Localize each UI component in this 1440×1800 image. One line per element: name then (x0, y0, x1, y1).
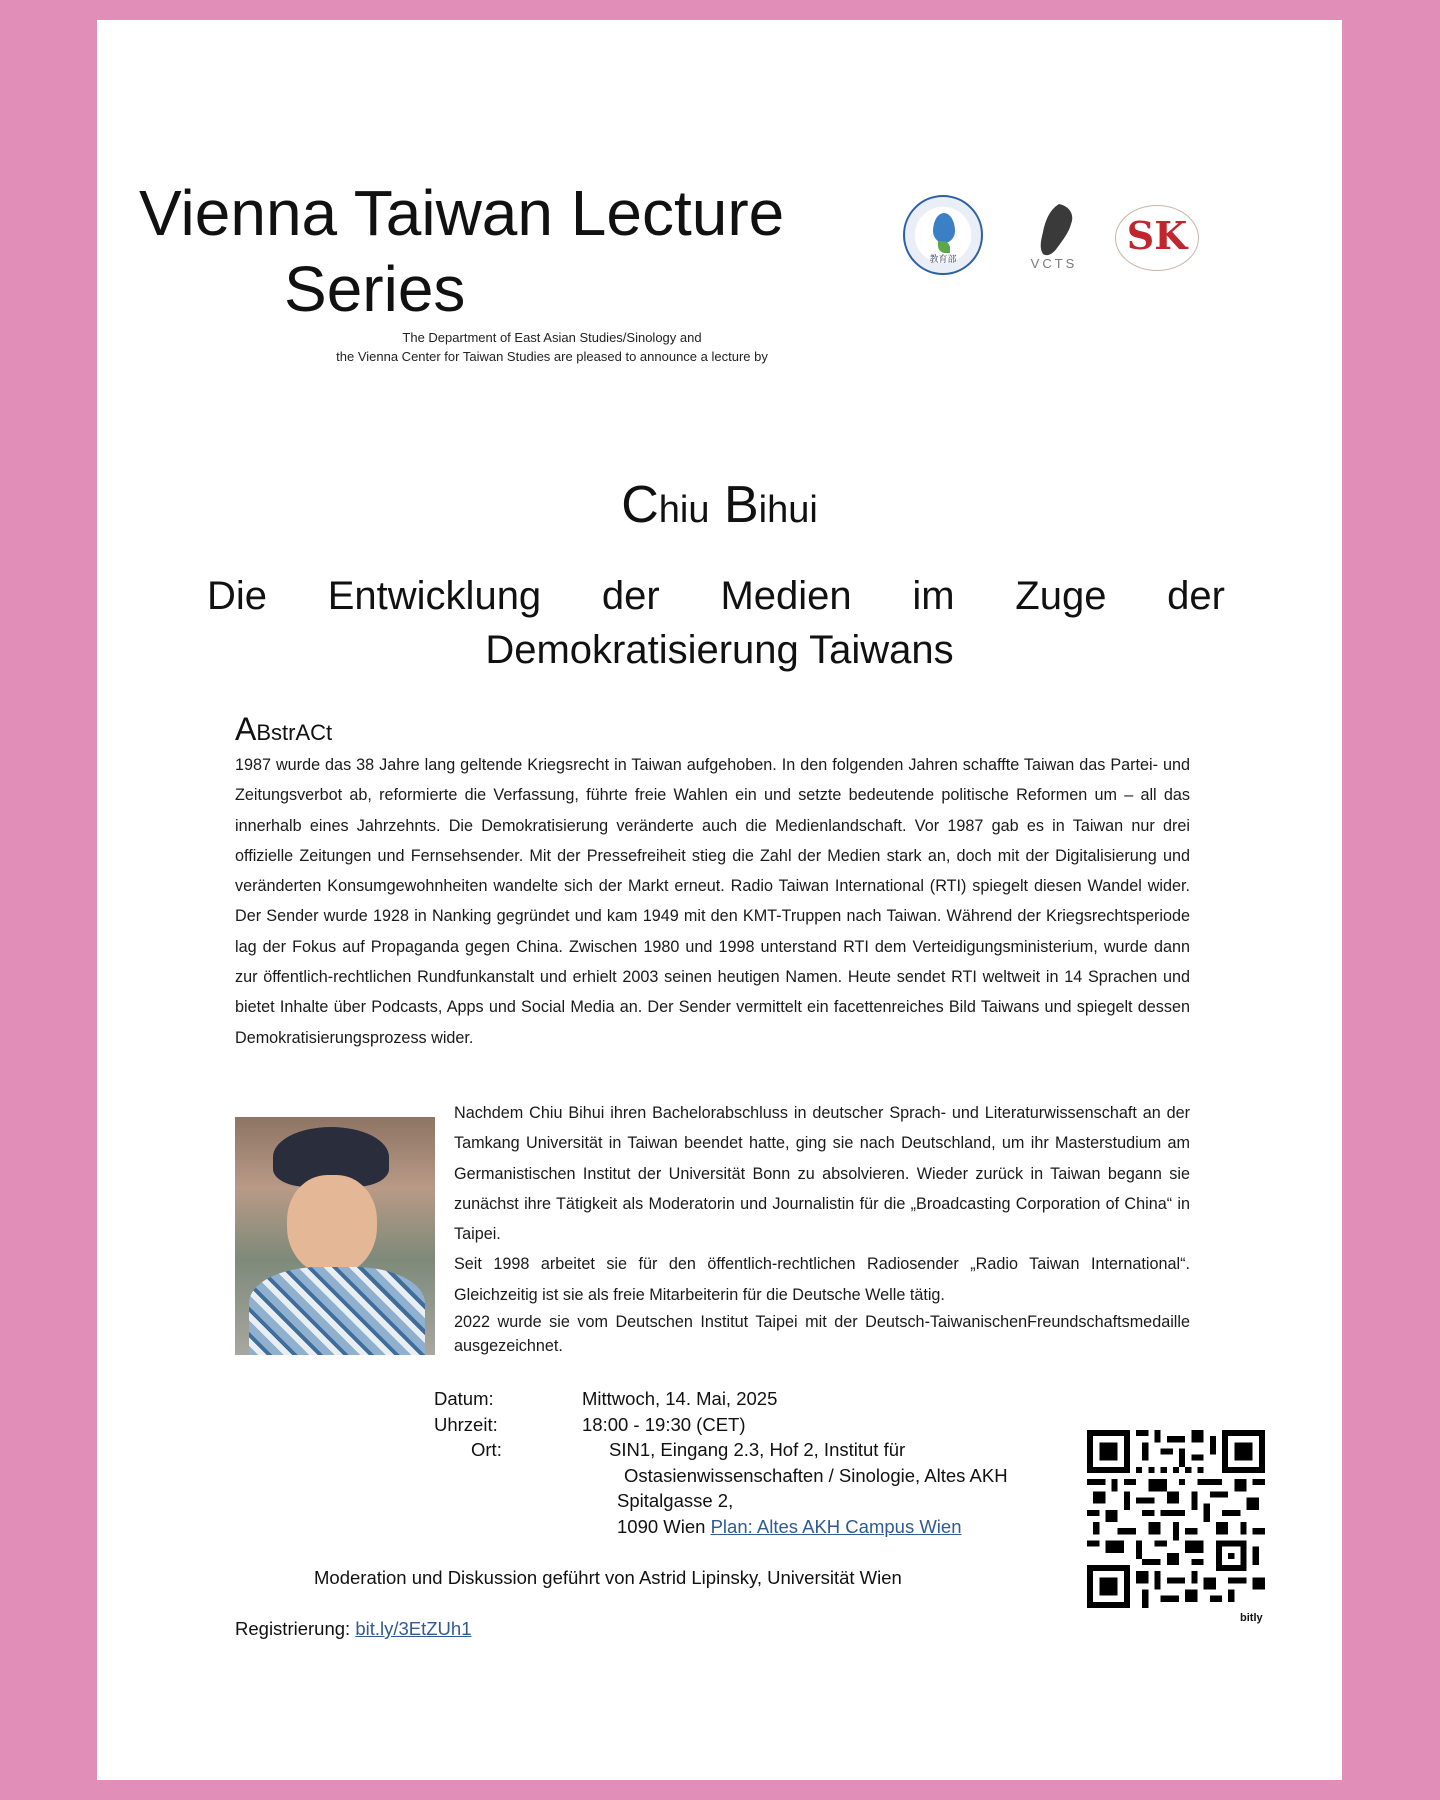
place-line2: Ostasienwissenschaften / Sinologie, Altes AKH (624, 1464, 1008, 1486)
vcts-logo-text: VCTS (1030, 256, 1078, 271)
announcement (272, 328, 832, 366)
registration-link[interactable]: bit.ly/3EtZUh1 (355, 1618, 472, 1639)
qr-bitly-label: bitly (1240, 1612, 1263, 1624)
abstract-heading (235, 710, 332, 752)
abstract-heading-initial: A (235, 711, 257, 747)
water-drop-icon (933, 213, 955, 243)
place-line4-row (434, 1514, 1054, 1540)
poster-page (97, 20, 1342, 1780)
speaker-first-rest: hiu (658, 489, 710, 531)
place-line1: SIN1, Eingang 2.3, Hof 2, Institut für (609, 1439, 906, 1460)
abstract-text: 1987 wurde das 38 Jahre lang geltende Kriegsrecht in Taiwan aufgehoben. In den folgenden Jahren schaffte Taiwan das Partei- und Zeitungsverbot ab, reformierte die Verfassung, führte freie Wahlen ein und setzte bedeutende politische Reformen um – all das innerhalb eines Jahrzehnts. Die Demokratisierung veränderte auch die Medienlandschaft. Vor 1987 gab es in Taiwan nur drei offizielle Zeitungen und Fernsehsender. Mit der Pressefreiheit stieg die Zahl der Medien stark an, doch mit der Digitalisierung und veränderten Konsumgewohnheiten wandelte sich der Markt erneut. Radio Taiwan International (RTI) spiegelt diesen Wandel wider. Der Sender wurde 1928 in Nanking gegründet und kam 1949 mit den KMT-Truppen nach Taiwan. Während der Kriegsrechtsperiode lag der Fokus auf Propaganda gegen China. Zwischen 1980 und 1998 unterstand RTI dem Verteidigungsministerium, wurde dann zur öffentlich-rechtlichen Rundfunkanstalt und erhielt 2003 seinen heutigen Namen. Heute sendet RTI weltweit in 14 Sprachen und bietet Inhalte über Podcasts, Apps und Social Media an. Der Sender vermittelt ein facettenreiches Bild Taiwans und spiegelt dessen Demokratisierungsprozess wider. (235, 756, 1190, 1047)
place-row (434, 1437, 1054, 1463)
speaker-bio (454, 1098, 1190, 1358)
speaker-name (97, 475, 1342, 540)
date-value: Mittwoch, 14. Mai, 2025 (582, 1388, 778, 1409)
vcts-logo (1019, 202, 1089, 282)
photo-scarf (249, 1267, 425, 1355)
bio-paragraph-3: 2022 wurde sie vom Deutschen Institut Taipei mit der Deutsch-TaiwanischenFreundschaftsmedaille ausgezeichnet. (454, 1313, 1190, 1356)
bio-paragraph-1: Nachdem Chiu Bihui ihren Bachelorabschluss in deutscher Sprach- und Literaturwissenschaft an der Tamkang Universität in Taiwan beendet hatte, ging sie nach Deutschland, um ihr Masterstudium am Germanistischen Institut der Universität Bonn zu absolvieren. Wieder zurück in Taiwan begann sie zunächst ihre Tätigkeit als Moderatorin und Journalistin für die „Broadcasting Corporation of China“ in Taipei. (454, 1104, 1190, 1244)
place-label: Ort: (471, 1439, 502, 1460)
date-label: Datum: (434, 1388, 494, 1409)
taiwan-map-icon (1019, 202, 1089, 258)
series-title-line1: Vienna Taiwan Lecture (139, 177, 785, 249)
series-title-line2: Series (284, 253, 466, 325)
lecture-title-line1: Die Entwicklung der Medien im Zuge der (207, 574, 1225, 618)
time-value: 18:00 - 19:30 (CET) (582, 1413, 746, 1435)
speaker-last-initial: B (723, 476, 759, 534)
series-title (139, 175, 839, 327)
place-line3: Spitalgasse 2, (617, 1490, 734, 1511)
bio-paragraph-2: Seit 1998 arbeitet sie für den öffentlich-rechtlichen Radiosender „Radio Taiwan International“. Gleichzeitig ist sie als freie Mitarbeiterin für die Deutsche Welle tätig. (454, 1255, 1190, 1304)
ministry-of-education-logo (903, 195, 983, 275)
lecture-title-line2: Demokratisierung Taiwans (485, 628, 954, 672)
registration (235, 1617, 472, 1641)
place-line4: 1090 Wien (617, 1515, 706, 1537)
sinology-institute-logo (1115, 205, 1199, 271)
date-row (434, 1386, 1054, 1412)
photo-face (287, 1175, 377, 1275)
announcement-line2: the Vienna Center for Taiwan Studies are pleased to announce a lecture by (336, 349, 768, 364)
registration-label: Registrierung: (235, 1618, 351, 1639)
sk-logo-mark: SK (1126, 213, 1188, 258)
time-row (434, 1412, 1054, 1438)
qr-code[interactable] (1087, 1430, 1265, 1608)
speaker-last-rest: ihui (758, 489, 818, 531)
speaker-first-initial: C (621, 476, 659, 534)
announcement-line1: The Department of East Asian Studies/Sinology and (402, 330, 702, 345)
time-label: Uhrzeit: (434, 1413, 498, 1435)
moe-logo-text: 教育部 (929, 255, 957, 265)
speaker-photo (235, 1117, 435, 1355)
campus-plan-link[interactable]: Plan: Altes AKH Campus Wien (710, 1515, 962, 1537)
event-details (434, 1386, 1054, 1539)
abstract-heading-rest: BstrACt (256, 720, 333, 745)
moderation-note: Moderation und Diskussion geführt von Astrid Lipinsky, Universität Wien (314, 1567, 902, 1588)
